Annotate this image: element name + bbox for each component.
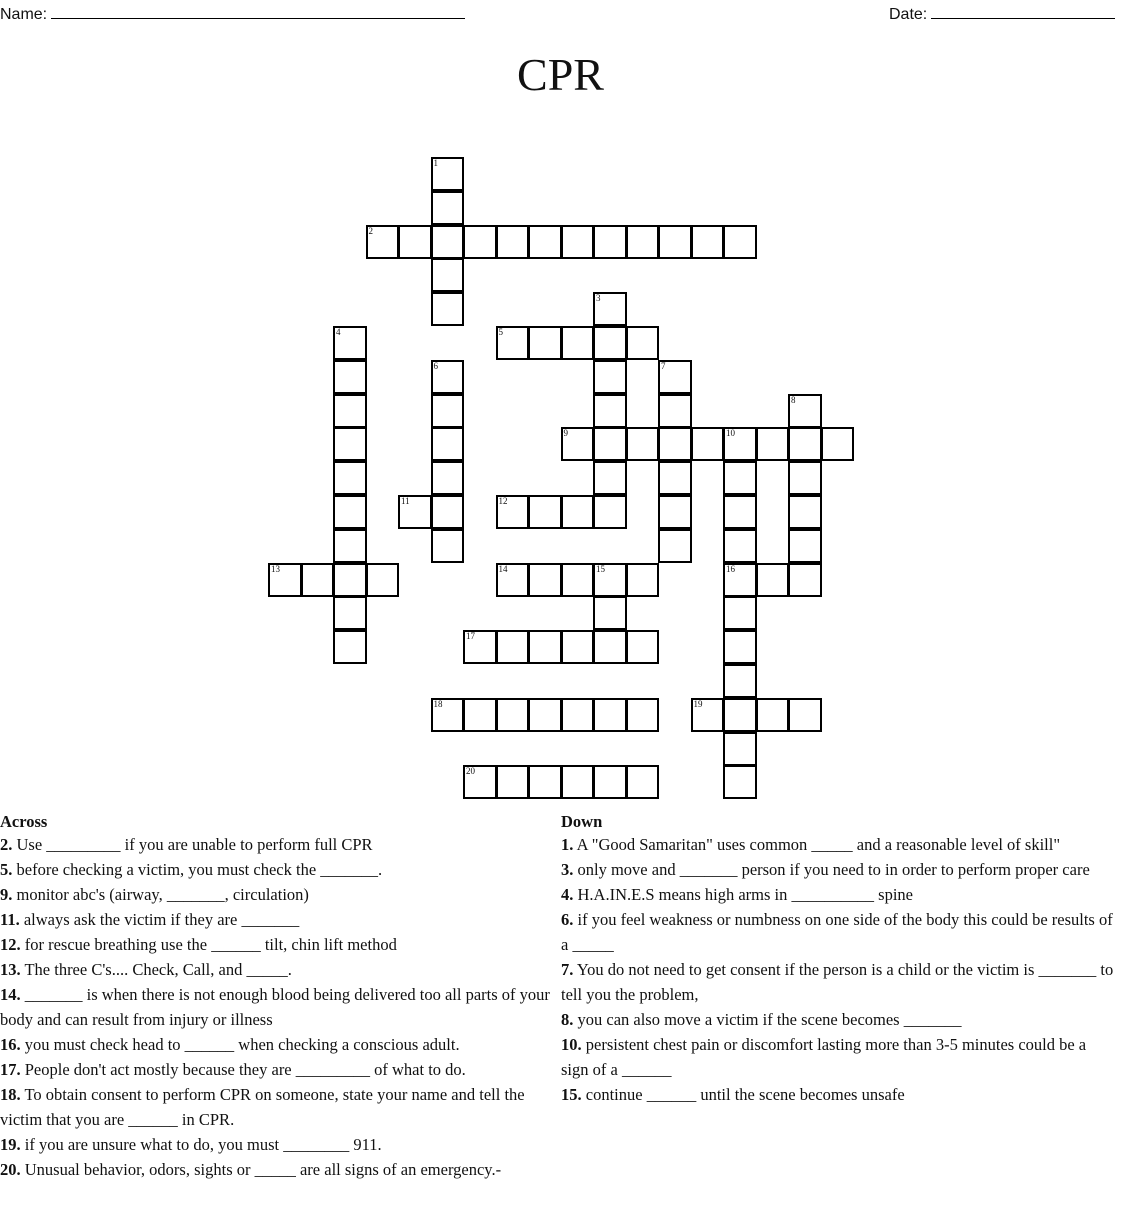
cell-number: 16 <box>726 563 735 574</box>
grid-cell[interactable] <box>658 225 692 259</box>
grid-cell[interactable] <box>496 698 530 732</box>
grid-cell[interactable] <box>593 394 627 428</box>
grid-cell[interactable] <box>626 765 660 799</box>
grid-cell[interactable] <box>723 225 757 259</box>
grid-cell[interactable] <box>333 394 367 428</box>
down-clues <box>561 812 1116 1107</box>
across-clue <box>0 932 560 957</box>
grid-cell[interactable] <box>528 326 562 360</box>
clue-number: 17. <box>0 1060 21 1079</box>
grid-cell[interactable] <box>723 732 757 766</box>
grid-cell[interactable] <box>528 630 562 664</box>
clue-text: before checking a victim, you must check the _______. <box>16 860 383 879</box>
grid-cell[interactable] <box>756 698 790 732</box>
clue-number: 18. <box>0 1085 21 1104</box>
clue-text: Unusual behavior, odors, sights or _____ are all signs of an emergency.- <box>24 1160 502 1179</box>
cell-number: 11 <box>401 496 410 506</box>
clue-text: monitor abc's (airway, _______, circulation) <box>16 885 309 904</box>
clue-text: People don't act mostly because they are _________ of what to do. <box>24 1060 466 1079</box>
clue-number: 7. <box>561 960 574 979</box>
clue-text: only move and _______ person if you need to in order to perform proper care <box>577 860 1090 879</box>
across-clue <box>0 1082 560 1132</box>
cell-number: 17 <box>466 631 475 642</box>
grid-cell[interactable] <box>398 225 432 259</box>
clue-number: 10. <box>561 1035 582 1054</box>
grid-cell[interactable] <box>431 529 465 563</box>
clue-number: 2. <box>0 835 13 854</box>
clue-text: You do not need to get consent if the person is a child or the victim is _______ to tell you the problem, <box>561 960 1114 1004</box>
grid-cell[interactable] <box>333 563 367 597</box>
clue-number: 14. <box>0 985 21 1004</box>
clue-text: A "Good Samaritan" uses common _____ and a reasonable level of skill" <box>576 835 1061 854</box>
grid-cell[interactable] <box>333 630 367 664</box>
page-title: CPR <box>517 49 604 100</box>
cell-number: 6 <box>433 360 438 371</box>
clue-number: 20. <box>0 1160 21 1179</box>
clue-number: 12. <box>0 935 21 954</box>
across-clue <box>0 907 560 932</box>
grid-cell[interactable] <box>723 461 757 495</box>
clue-number: 16. <box>0 1035 21 1054</box>
grid-cell[interactable] <box>756 563 790 597</box>
clue-number: 9. <box>0 885 13 904</box>
down-clue <box>561 832 1116 857</box>
grid-cell[interactable] <box>593 596 627 630</box>
across-clue <box>0 882 560 907</box>
grid-cell[interactable] <box>463 225 497 259</box>
grid-cell[interactable] <box>431 292 465 326</box>
grid-cell[interactable] <box>496 225 530 259</box>
grid-cell[interactable] <box>788 495 822 529</box>
clue-text: H.A.IN.E.S means high arms in __________ spine <box>577 885 913 904</box>
down-clue <box>561 857 1116 882</box>
grid-cell[interactable] <box>626 563 660 597</box>
clue-number: 3. <box>561 860 574 879</box>
cell-number: 4 <box>336 327 341 337</box>
grid-cell[interactable] <box>723 529 757 563</box>
grid-cell[interactable] <box>528 765 562 799</box>
grid-cell[interactable] <box>593 495 627 529</box>
grid-cell[interactable] <box>723 698 757 732</box>
grid-cell[interactable] <box>333 461 367 495</box>
clue-text: The three C's.... Check, Call, and _____. <box>24 960 292 979</box>
grid-cell[interactable] <box>561 765 595 799</box>
grid-cell[interactable] <box>658 495 692 529</box>
grid-cell[interactable] <box>593 630 627 664</box>
clue-text: you must check head to ______ when checking a conscious adult. <box>24 1035 460 1054</box>
clue-text: if you feel weakness or numbness on one side of the body this could be results of a _____ <box>561 910 1113 954</box>
across-clue <box>0 957 560 982</box>
grid-cell[interactable] <box>658 394 692 428</box>
grid-cell[interactable] <box>333 596 367 630</box>
grid-cell[interactable] <box>788 563 822 597</box>
grid-cell[interactable] <box>431 258 465 292</box>
grid-cell[interactable] <box>496 630 530 664</box>
clue-text: persistent chest pain or discomfort lasting more than 3-5 minutes could be a sign of a ______ <box>561 1035 1087 1079</box>
grid-cell[interactable] <box>788 529 822 563</box>
across-clue <box>0 1032 560 1057</box>
down-clue <box>561 957 1116 1007</box>
clue-number: 5. <box>0 860 13 879</box>
cell-number: 18 <box>433 698 443 709</box>
grid-cell[interactable] <box>691 225 725 259</box>
down-clue <box>561 1082 1116 1107</box>
grid-cell[interactable] <box>561 698 595 732</box>
grid-cell[interactable] <box>333 427 367 461</box>
grid-cell[interactable] <box>561 225 595 259</box>
grid-cell[interactable] <box>691 427 725 461</box>
across-clue <box>0 832 560 857</box>
clue-text: _______ is when there is not enough blood being delivered too all parts of your body and can result from injury or illness <box>0 985 550 1029</box>
clue-number: 11. <box>0 910 20 929</box>
clue-number: 4. <box>561 885 574 904</box>
grid-cell[interactable] <box>431 427 465 461</box>
down-clue <box>561 1032 1116 1082</box>
grid-cell[interactable] <box>593 427 627 461</box>
down-clue <box>561 907 1116 957</box>
grid-cell[interactable] <box>723 495 757 529</box>
across-clues <box>0 812 560 1182</box>
grid-cell[interactable] <box>431 394 465 428</box>
grid-cell[interactable] <box>528 698 562 732</box>
grid-cell[interactable] <box>528 563 562 597</box>
across-clue <box>0 1157 560 1182</box>
grid-cell[interactable] <box>593 698 627 732</box>
clue-number: 15. <box>561 1085 582 1104</box>
grid-cell[interactable] <box>431 191 465 225</box>
grid-cell[interactable] <box>626 326 660 360</box>
cell-number: 10 <box>726 428 735 439</box>
cell-number: 2 <box>368 225 373 236</box>
across-clue <box>0 857 560 882</box>
grid-cell[interactable] <box>593 225 627 259</box>
date-label: Date: <box>889 6 928 23</box>
grid-cell[interactable] <box>366 563 400 597</box>
grid-cell[interactable] <box>301 563 335 597</box>
grid-cell[interactable] <box>528 495 562 529</box>
cell-number: 14 <box>498 563 508 574</box>
clue-text: continue ______ until the scene becomes unsafe <box>585 1085 905 1104</box>
grid-cell[interactable] <box>431 225 465 259</box>
grid-cell[interactable] <box>626 698 660 732</box>
across-clue-list <box>0 832 560 1182</box>
grid-cell[interactable] <box>333 529 367 563</box>
cell-number: 19 <box>693 698 703 709</box>
grid-cell[interactable] <box>496 765 530 799</box>
grid-cell[interactable] <box>626 225 660 259</box>
grid-cell[interactable] <box>528 225 562 259</box>
grid-cell[interactable] <box>658 529 692 563</box>
across-clue <box>0 1057 560 1082</box>
grid-cell[interactable] <box>723 765 757 799</box>
grid-cell[interactable] <box>658 427 692 461</box>
down-clue <box>561 1007 1116 1032</box>
grid-cell[interactable] <box>788 427 822 461</box>
grid-cell[interactable] <box>561 563 595 597</box>
grid-cell[interactable] <box>788 698 822 732</box>
grid-cell[interactable] <box>431 495 465 529</box>
grid-cell[interactable] <box>333 360 367 394</box>
cell-number: 15 <box>596 563 605 574</box>
cell-number: 7 <box>661 360 666 371</box>
grid-cell[interactable] <box>593 461 627 495</box>
grid-cell[interactable] <box>333 495 367 529</box>
grid-cell[interactable] <box>658 461 692 495</box>
cell-number: 3 <box>596 293 601 304</box>
cell-number: 1 <box>433 158 438 168</box>
clue-text: if you are unsure what to do, you must ________ 911. <box>24 1135 382 1154</box>
clue-text: for rescue breathing use the ______ tilt, chin lift method <box>24 935 397 954</box>
clue-text: Use _________ if you are unable to perform full CPR <box>16 835 373 854</box>
grid-cell[interactable] <box>431 461 465 495</box>
clue-number: 1. <box>561 835 574 854</box>
clue-number: 8. <box>561 1010 574 1029</box>
grid-cell[interactable] <box>561 495 595 529</box>
down-heading: Down <box>561 812 603 831</box>
grid-cell[interactable] <box>821 427 855 461</box>
grid-cell[interactable] <box>561 326 595 360</box>
grid-cell[interactable] <box>626 630 660 664</box>
across-clue <box>0 1132 560 1157</box>
cell-number: 20 <box>466 766 475 777</box>
across-clue <box>0 982 560 1032</box>
grid-cell[interactable] <box>756 427 790 461</box>
down-clue <box>561 882 1116 907</box>
grid-cell[interactable] <box>723 630 757 664</box>
clue-number: 6. <box>561 910 574 929</box>
cell-number: 8 <box>791 394 796 405</box>
clue-number: 19. <box>0 1135 21 1154</box>
name-label: Name: <box>0 6 48 23</box>
grid-cell[interactable] <box>626 427 660 461</box>
clue-number: 13. <box>0 960 21 979</box>
cell-number: 13 <box>271 563 280 574</box>
grid-cell[interactable] <box>723 664 757 698</box>
clue-text: always ask the victim if they are _______ <box>23 910 300 929</box>
across-heading: Across <box>0 812 48 831</box>
grid-cell[interactable] <box>788 461 822 495</box>
cell-number: 5 <box>498 327 503 337</box>
down-clue-list <box>561 832 1116 1107</box>
clue-text: you can also move a victim if the scene becomes _______ <box>577 1010 962 1029</box>
grid-cell[interactable] <box>463 698 497 732</box>
grid-cell[interactable] <box>593 360 627 394</box>
grid-cell[interactable] <box>561 630 595 664</box>
grid-cell[interactable] <box>593 765 627 799</box>
cell-number: 9 <box>563 428 568 439</box>
clue-text: To obtain consent to perform CPR on someone, state your name and tell the victim that you are ______ in CPR. <box>0 1085 525 1129</box>
grid-cell[interactable] <box>593 326 627 360</box>
cell-number: 12 <box>498 496 508 506</box>
grid-cell[interactable] <box>723 596 757 630</box>
